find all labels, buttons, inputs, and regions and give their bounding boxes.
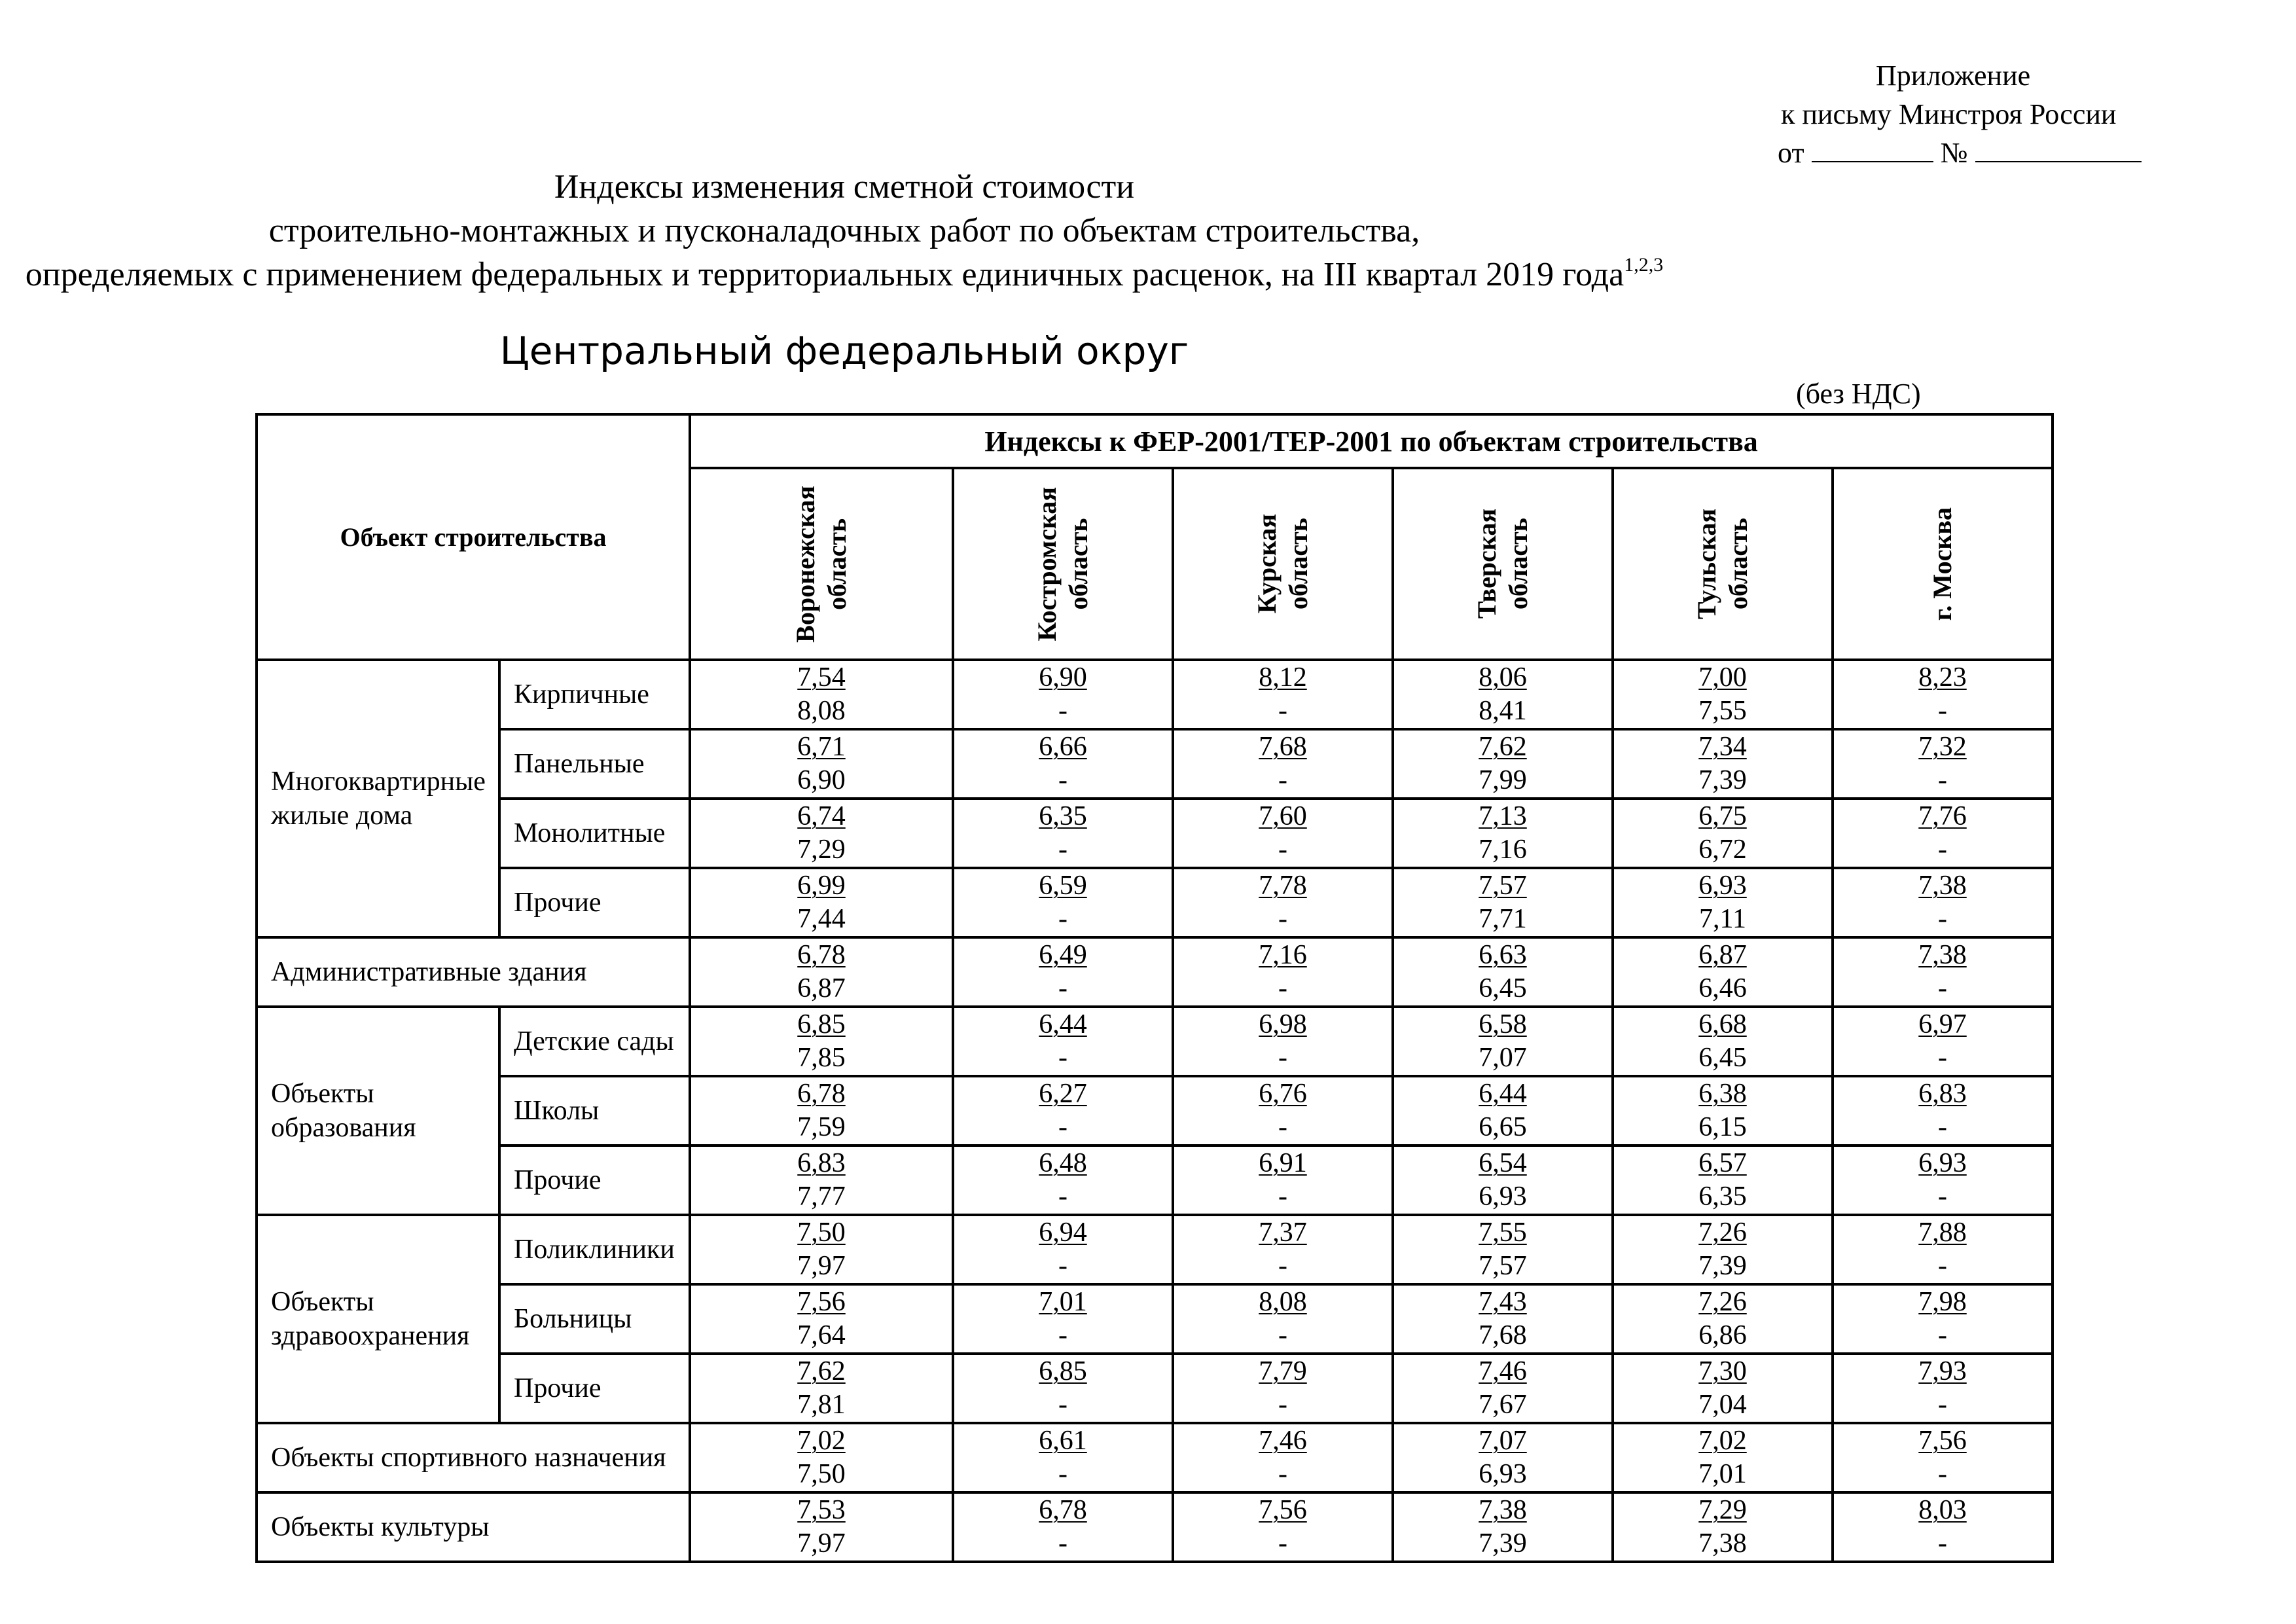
ter-index-value: - [1938,1390,1948,1420]
region-header [690,468,953,660]
fer-index-value: 8,23 [1918,662,1967,693]
fer-index-value: 8,12 [1259,662,1307,693]
index-cell [953,1492,1173,1562]
index-cell [1173,1076,1393,1146]
fer-index-value: 7,46 [1479,1356,1527,1386]
fer-index-value: 6,94 [1039,1218,1087,1248]
index-cell [1613,1215,1833,1284]
title-line-3 [0,253,1689,297]
region-label: Костромская область [1032,486,1094,641]
ter-index-value: - [1938,973,1948,1003]
fer-index-value: 6,83 [797,1148,846,1178]
index-cell [1173,1423,1393,1492]
index-cell [1613,729,1833,799]
ter-index-value: - [1278,1043,1288,1073]
fer-index-value: 6,71 [797,732,846,762]
ter-index-value: - [1058,765,1068,795]
ter-index-value: 6,45 [1479,973,1527,1003]
fer-index-value: 6,85 [797,1009,846,1039]
fer-index-value: 7,79 [1259,1356,1307,1386]
title-line-3-text: определяемых с применением федеральных и территориальных единичных расценок, на III квартал 2019 года [25,256,1624,293]
indices-group-header: Индексы к ФЕР-2001/ТЕР-2001 по объектам строительства [690,414,2053,468]
fer-index-value: 6,38 [1698,1079,1747,1109]
index-cell [953,1076,1173,1146]
fer-index-value: 6,66 [1039,732,1087,762]
index-cell [1173,1492,1393,1562]
fer-index-value: 6,44 [1039,1009,1087,1039]
index-cell [1833,1076,2053,1146]
fer-index-value: 6,83 [1918,1079,1967,1109]
ter-index-value: 7,77 [797,1182,846,1212]
index-cell [1173,868,1393,937]
fer-index-value: 6,54 [1479,1148,1527,1178]
index-cell [690,1354,953,1423]
appendix-block [1778,56,2183,172]
index-cell [690,868,953,937]
ter-index-value: - [1058,835,1068,865]
fer-index-value: 7,37 [1259,1218,1307,1248]
index-cell [1833,1007,2053,1076]
index-cell [953,1284,1173,1354]
ter-index-value: 8,08 [797,696,846,726]
index-cell [1833,937,2053,1007]
table-row [257,1076,2053,1146]
ter-index-value: - [1278,1182,1288,1212]
fer-index-value: 7,57 [1479,871,1527,901]
object-subtype-label: Прочие [499,1354,690,1423]
index-cell [690,660,953,729]
index-cell [1833,1354,2053,1423]
region-label: г. Москва [1928,507,1958,621]
fer-index-value: 7,13 [1479,801,1527,831]
fer-index-value: 8,08 [1259,1287,1307,1317]
fer-index-value: 6,48 [1039,1148,1087,1178]
region-label: Воронежская область [791,485,852,643]
index-cell [1833,868,2053,937]
index-cell [1833,1215,2053,1284]
ter-index-value: 6,46 [1698,973,1747,1003]
index-cell [1393,937,1613,1007]
fer-index-value: 7,50 [797,1218,846,1248]
fer-index-value: 6,44 [1479,1079,1527,1109]
object-group-label: Многоквартирные жилые дома [257,660,499,937]
ter-index-value: - [1938,1528,1948,1559]
fer-index-value: 7,26 [1698,1287,1747,1317]
index-cell [953,729,1173,799]
index-table [255,413,2054,1563]
fer-index-value: 7,60 [1259,801,1307,831]
ter-index-value: - [1278,1459,1288,1489]
ter-index-value: 6,86 [1698,1320,1747,1350]
ter-index-value: - [1058,1320,1068,1350]
index-cell [1613,1284,1833,1354]
index-cell [1393,1076,1613,1146]
index-cell [1173,729,1393,799]
fer-index-value: 6,93 [1698,871,1747,901]
index-cell [953,1423,1173,1492]
ter-index-value: - [1058,1112,1068,1142]
ter-index-value: - [1938,1459,1948,1489]
table-body [257,660,2053,1562]
index-cell [953,1354,1173,1423]
index-cell [1833,660,2053,729]
index-cell [690,1492,953,1562]
region-label: Тульская область [1692,508,1753,620]
index-cell [1833,1492,2053,1562]
fer-index-value: 7,68 [1259,732,1307,762]
ter-index-value: - [1938,1112,1948,1142]
object-subtype-label: Поликлиники [499,1215,690,1284]
object-group-label: Объекты здравоохранения [257,1215,499,1423]
fer-index-value: 7,93 [1918,1356,1967,1386]
document-title [0,165,1689,297]
ter-index-value: - [1278,1251,1288,1281]
fer-index-value: 6,90 [1039,662,1087,693]
index-cell [953,868,1173,937]
fer-index-value: 6,74 [797,801,846,831]
fer-index-value: 6,93 [1918,1148,1967,1178]
date-blank [1812,135,1933,162]
fer-index-value: 7,43 [1479,1287,1527,1317]
ter-index-value: 7,85 [797,1043,846,1073]
object-subtype-label: Больницы [499,1284,690,1354]
fer-index-value: 6,63 [1479,940,1527,970]
table-row [257,1146,2053,1215]
index-cell [1393,1215,1613,1284]
index-cell [690,1007,953,1076]
fer-index-value: 6,59 [1039,871,1087,901]
ter-index-value: - [1058,1182,1068,1212]
index-cell [1393,729,1613,799]
ter-index-value: 7,99 [1479,765,1527,795]
index-cell [953,1215,1173,1284]
table-header [257,414,2053,660]
region-header [1833,468,2053,660]
index-cell [1173,1146,1393,1215]
appendix-date-number [1778,134,2183,172]
ter-index-value: 7,68 [1479,1320,1527,1350]
title-line-1: Индексы изменения сметной стоимости [554,168,1135,206]
fer-index-value: 6,78 [797,940,846,970]
fer-index-value: 6,97 [1918,1009,1967,1039]
ter-index-value: 8,41 [1479,696,1527,726]
fer-index-value: 7,16 [1259,940,1307,970]
ter-index-value: - [1938,835,1948,865]
region-header [953,468,1173,660]
ter-index-value: - [1058,973,1068,1003]
index-cell [953,937,1173,1007]
ter-index-value: 7,39 [1479,1528,1527,1559]
fer-index-value: 6,78 [797,1079,846,1109]
index-cell [1613,1146,1833,1215]
ter-index-value: - [1938,904,1948,934]
object-subtype-label: Прочие [499,1146,690,1215]
ter-index-value: - [1278,765,1288,795]
index-cell [690,937,953,1007]
fer-index-value: 6,78 [1039,1495,1087,1525]
index-cell [1173,799,1393,868]
object-header: Объект строительства [257,414,690,660]
ter-index-value: 7,44 [797,904,846,934]
ter-index-value: - [1938,1043,1948,1073]
index-cell [1173,1354,1393,1423]
fer-index-value: 7,62 [1479,732,1527,762]
object-subtype-label: Прочие [499,868,690,937]
fer-index-value: 7,98 [1918,1287,1967,1317]
index-cell [690,729,953,799]
fer-index-value: 7,78 [1259,871,1307,901]
index-cell [1613,937,1833,1007]
ter-index-value: - [1938,1251,1948,1281]
index-cell [1393,799,1613,868]
fer-index-value: 7,07 [1479,1426,1527,1456]
table-row [257,729,2053,799]
fer-index-value: 7,01 [1039,1287,1087,1317]
ter-index-value: - [1278,904,1288,934]
index-cell [953,1007,1173,1076]
table-row [257,1423,2053,1492]
index-cell [690,799,953,868]
index-cell [1833,1423,2053,1492]
fer-index-value: 7,26 [1698,1218,1747,1248]
object-subtype-label: Школы [499,1076,690,1146]
ter-index-value: 6,35 [1698,1182,1747,1212]
index-cell [953,660,1173,729]
region-label: Тверская область [1472,509,1534,619]
index-cell [1613,1076,1833,1146]
fer-index-value: 6,61 [1039,1426,1087,1456]
index-cell [1393,1354,1613,1423]
index-cell [1393,868,1613,937]
index-cell [690,1076,953,1146]
fer-index-value: 7,56 [797,1287,846,1317]
index-cell [690,1215,953,1284]
object-subtype-label: Детские сады [499,1007,690,1076]
ter-index-value: 7,59 [797,1112,846,1142]
table-row [257,660,2053,729]
fer-index-value: 6,98 [1259,1009,1307,1039]
fer-index-value: 7,54 [797,662,846,693]
appendix-letter-ref: к письму Минстроя России [1781,98,2117,130]
index-cell [1613,660,1833,729]
fer-index-value: 7,46 [1259,1426,1307,1456]
fer-index-value: 7,56 [1918,1426,1967,1456]
appendix-number-label: № [1940,137,1968,169]
ter-index-value: 7,16 [1479,835,1527,865]
fer-index-value: 7,38 [1918,871,1967,901]
fer-index-value: 7,38 [1918,940,1967,970]
fer-index-value: 7,30 [1698,1356,1747,1386]
ter-index-value: 6,72 [1698,835,1747,865]
appendix-title: Приложение [1876,60,2031,92]
index-cell [690,1284,953,1354]
ter-index-value: - [1938,765,1948,795]
fer-index-value: 7,38 [1479,1495,1527,1525]
ter-index-value: 6,87 [797,973,846,1003]
title-footnote-refs: 1,2,3 [1624,254,1664,276]
vat-note: (без НДС) [1796,378,1921,410]
fer-index-value: 6,58 [1479,1009,1527,1039]
index-cell [1393,1146,1613,1215]
fer-index-value: 7,32 [1918,732,1967,762]
fer-index-value: 7,88 [1918,1218,1967,1248]
fer-index-value: 7,00 [1698,662,1747,693]
fer-index-value: 6,49 [1039,940,1087,970]
fer-index-value: 7,02 [797,1426,846,1456]
ter-index-value: - [1278,973,1288,1003]
ter-index-value: 7,64 [797,1320,846,1350]
index-cell [1613,1423,1833,1492]
ter-index-value: - [1938,1182,1948,1212]
region-header [1173,468,1393,660]
index-cell [1613,1492,1833,1562]
index-cell [1173,660,1393,729]
index-cell [1613,1354,1833,1423]
ter-index-value: 7,07 [1479,1043,1527,1073]
table-row [257,1492,2053,1562]
table-row [257,1354,2053,1423]
table-row [257,1215,2053,1284]
ter-index-value: - [1058,1043,1068,1073]
ter-index-value: 7,39 [1698,1251,1747,1281]
index-cell [1173,937,1393,1007]
index-cell [1833,729,2053,799]
index-cell [1393,1284,1613,1354]
index-cell [1173,1284,1393,1354]
index-cell [1613,1007,1833,1076]
fer-index-value: 8,03 [1918,1495,1967,1525]
ter-index-value: - [1058,696,1068,726]
title-line-2: строительно-монтажных и пусконаладочных работ по объектам строительства, [268,212,1420,249]
ter-index-value: - [1058,1459,1068,1489]
ter-index-value: 7,29 [797,835,846,865]
ter-index-value: 7,71 [1479,904,1527,934]
district-heading: Центральный федеральный округ [499,329,1189,373]
index-cell [1173,1215,1393,1284]
ter-index-value: 7,57 [1479,1251,1527,1281]
fer-index-value: 6,57 [1698,1148,1747,1178]
index-cell [1173,1007,1393,1076]
ter-index-value: - [1278,696,1288,726]
fer-index-value: 6,27 [1039,1079,1087,1109]
index-cell [953,1146,1173,1215]
fer-index-value: 6,76 [1259,1079,1307,1109]
fer-index-value: 8,06 [1479,662,1527,693]
ter-index-value: - [1278,835,1288,865]
table-row [257,937,2053,1007]
ter-index-value: 7,39 [1698,765,1747,795]
ter-index-value: 6,15 [1698,1112,1747,1142]
index-cell [1393,1007,1613,1076]
fer-index-value: 6,87 [1698,940,1747,970]
fer-index-value: 7,29 [1698,1495,1747,1525]
object-label: Объекты спортивного назначения [257,1423,690,1492]
ter-index-value: - [1058,1390,1068,1420]
fer-index-value: 7,02 [1698,1426,1747,1456]
region-header [1393,468,1613,660]
fer-index-value: 6,91 [1259,1148,1307,1178]
ter-index-value: 6,45 [1698,1043,1747,1073]
region-label: Курская область [1252,514,1314,614]
ter-index-value: 6,93 [1479,1459,1527,1489]
object-group-label: Объекты образования [257,1007,499,1215]
object-subtype-label: Кирпичные [499,660,690,729]
fer-index-value: 7,56 [1259,1495,1307,1525]
ter-index-value: 7,01 [1698,1459,1747,1489]
ter-index-value: 6,65 [1479,1112,1527,1142]
table-row [257,799,2053,868]
index-cell [1613,799,1833,868]
ter-index-value: 7,11 [1699,904,1746,934]
ter-index-value: 7,38 [1698,1528,1747,1559]
index-cell [690,1423,953,1492]
index-cell [953,799,1173,868]
fer-index-value: 6,75 [1698,801,1747,831]
ter-index-value: - [1058,1251,1068,1281]
ter-index-value: 7,67 [1479,1390,1527,1420]
index-cell [690,1146,953,1215]
ter-index-value: 6,93 [1479,1182,1527,1212]
index-cell [1393,660,1613,729]
appendix-date-label: от [1778,137,1804,169]
ter-index-value: 7,04 [1698,1390,1747,1420]
fer-index-value: 7,53 [797,1495,846,1525]
ter-index-value: - [1278,1320,1288,1350]
index-cell [1613,868,1833,937]
table-row [257,868,2053,937]
ter-index-value: - [1278,1390,1288,1420]
object-subtype-label: Панельные [499,729,690,799]
fer-index-value: 6,85 [1039,1356,1087,1386]
number-blank [1975,135,2142,162]
table-row [257,1284,2053,1354]
ter-index-value: 7,97 [797,1528,846,1559]
fer-index-value: 6,35 [1039,801,1087,831]
index-cell [1833,1146,2053,1215]
object-label: Объекты культуры [257,1492,690,1562]
index-cell [1393,1423,1613,1492]
ter-index-value: - [1938,696,1948,726]
ter-index-value: - [1938,1320,1948,1350]
ter-index-value: - [1058,1528,1068,1559]
ter-index-value: 6,90 [797,765,846,795]
ter-index-value: 7,50 [797,1459,846,1489]
ter-index-value: 7,81 [797,1390,846,1420]
ter-index-value: - [1278,1528,1288,1559]
region-header [1613,468,1833,660]
fer-index-value: 7,34 [1698,732,1747,762]
index-cell [1833,799,2053,868]
object-label: Административные здания [257,937,690,1007]
fer-index-value: 7,76 [1918,801,1967,831]
fer-index-value: 7,55 [1479,1218,1527,1248]
table-row [257,1007,2053,1076]
object-subtype-label: Монолитные [499,799,690,868]
ter-index-value: - [1278,1112,1288,1142]
ter-index-value: 7,55 [1698,696,1747,726]
ter-index-value: 7,97 [797,1251,846,1281]
index-cell [1393,1492,1613,1562]
fer-index-value: 7,62 [797,1356,846,1386]
index-cell [1833,1284,2053,1354]
ter-index-value: - [1058,904,1068,934]
fer-index-value: 6,68 [1698,1009,1747,1039]
fer-index-value: 6,99 [797,871,846,901]
